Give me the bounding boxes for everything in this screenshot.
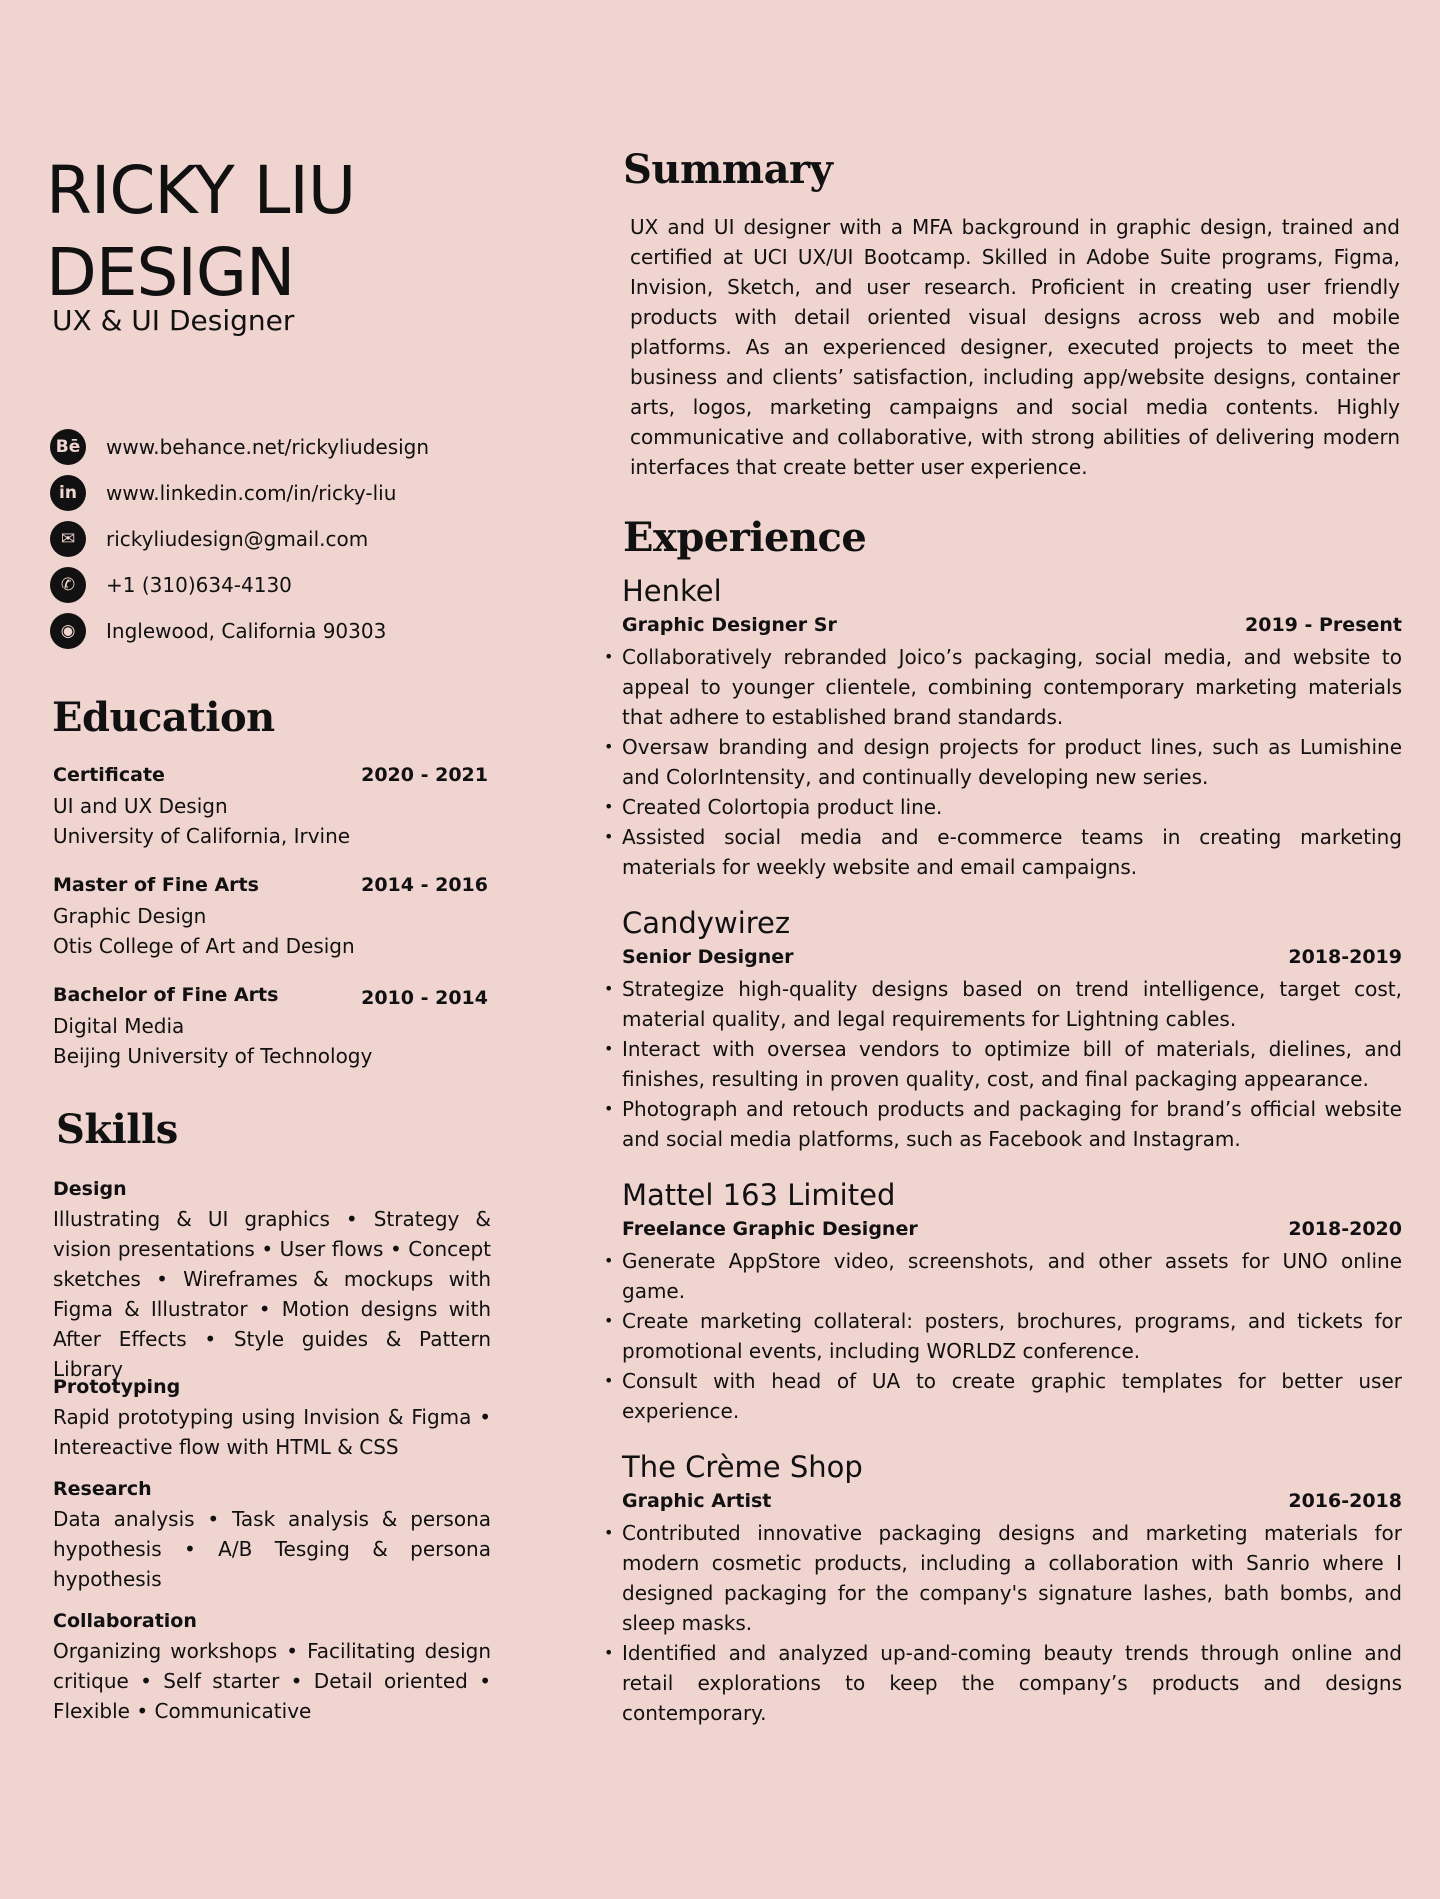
job-dates: 2018-2019 — [1288, 946, 1402, 968]
education-degree: Certificate — [53, 764, 165, 786]
education-dates: 2014 - 2016 — [361, 874, 488, 896]
list-item: • Created Colortopia product line. — [622, 792, 1402, 822]
skill-group-title: Research — [53, 1478, 152, 1500]
skill-group-text: Rapid prototyping using Invision & Figma • Intereactive flow with HTML & CSS — [53, 1405, 491, 1459]
list-item: • Assisted social media and e-commerce teams in creating marketing materials for weekly website and email campaigns. — [622, 822, 1402, 882]
contact-text[interactable]: www.behance.net/rickyliudesign — [106, 435, 430, 459]
job-company: Mattel 163 Limited — [622, 1178, 896, 1212]
job-bullets — [622, 974, 1402, 1154]
job-dates: 2019 - Present — [1245, 614, 1402, 636]
job-dates: 2016-2018 — [1288, 1490, 1402, 1512]
list-item: • Strategize high-quality designs based on trend intelligence, target cost, material quality, and legal requirements for Lightning cables. — [622, 974, 1402, 1034]
education-heading: Education — [52, 694, 275, 741]
list-item: • Interact with oversea vendors to optimize bill of materials, dielines, and finishes, resulting in proven quality, cost, and final packaging appearance. — [622, 1034, 1402, 1094]
contact-behance[interactable] — [50, 429, 429, 465]
behance-icon: Bē — [50, 429, 86, 465]
contact-text[interactable]: rickyliudesign@gmail.com — [106, 527, 369, 551]
skill-group-text: Data analysis • Task analysis & persona hypothesis • A/B Tesging & persona hypothesis — [53, 1507, 491, 1591]
contact-text[interactable]: www.linkedin.com/in/ricky-liu — [106, 481, 397, 505]
skills-heading: Skills — [56, 1106, 178, 1153]
job-bullets — [622, 1246, 1402, 1426]
experience-heading: Experience — [623, 514, 867, 561]
contact-location — [50, 613, 386, 649]
contact-phone[interactable] — [50, 567, 292, 603]
skill-group-title: Design — [53, 1178, 127, 1200]
education-degree: Bachelor of Fine Arts — [53, 984, 279, 1006]
list-item: • Contributed innovative packaging designs and marketing materials for modern cosmetic products, including a collaboration with Sanrio where I designed packaging for the company's signature lashes, bath bombs, and sleep masks. — [622, 1518, 1402, 1638]
job-company: Candywirez — [622, 906, 791, 940]
list-item: • Create marketing collateral: posters, brochures, programs, and tickets for promotional events, including WORLDZ conference. — [622, 1306, 1402, 1366]
skill-group-title: Prototyping — [53, 1376, 181, 1398]
job-dates: 2018-2020 — [1288, 1218, 1402, 1240]
list-item: • Collaboratively rebranded Joico’s packaging, social media, and website to appeal to younger clientele, combining contemporary marketing materials that adhere to established brand standards. — [622, 642, 1402, 732]
role-subtitle: UX & UI Designer — [52, 304, 295, 337]
skill-group-text: Organizing workshops • Facilitating design critique • Self starter • Detail oriented • Flexible • Communicative — [53, 1639, 491, 1723]
mail-icon: ✉ — [50, 521, 86, 557]
education-field: Digital Media — [53, 1014, 185, 1038]
skill-group-text: Illustrating & UI graphics • Strategy & vision presentations • User flows • Concept sketches • Wireframes & mockups with Figma & Illustrator • Motion designs with After Effects • Style guides & Pattern Library — [53, 1207, 491, 1381]
contact-email[interactable] — [50, 521, 368, 557]
education-field: Graphic Design — [53, 904, 207, 928]
education-field: UI and UX Design — [53, 794, 228, 818]
list-item: • Generate AppStore video, screenshots, and other assets for UNO online game. — [622, 1246, 1402, 1306]
job-bullets — [622, 1518, 1402, 1728]
contact-text: Inglewood, California 90303 — [106, 619, 387, 643]
skill-group-title: Collaboration — [53, 1610, 197, 1632]
list-item: • Consult with head of UA to create graphic templates for better user experience. — [622, 1366, 1402, 1426]
job-title: Graphic Designer Sr — [622, 614, 837, 636]
job-bullets — [622, 642, 1402, 882]
education-degree: Master of Fine Arts — [53, 874, 259, 896]
summary-text: UX and UI designer with a MFA background in graphic design, trained and certified at UCI UX/UI Bootcamp. Skilled in Adobe Suite programs, Figma, Invision, Sketch, and user research. Proficient in creating user friendly products with detail oriented visual designs across web and mobile platforms. As an experienced designer, executed projects to meet the business and clients’ satisfaction, including app/website designs, container arts, logos, marketing campaigns and social media contents. Highly communicative and collaborative, with strong abilities of delivering modern interfaces that create better user experience. — [630, 215, 1400, 479]
list-item: • Oversaw branding and design projects for product lines, such as Lumishine and ColorIntensity, and continually developing new series. — [622, 732, 1402, 792]
job-title: Freelance Graphic Designer — [622, 1218, 918, 1240]
education-school: Beijing University of Technology — [53, 1044, 373, 1068]
education-dates: 2010 - 2014 — [361, 987, 488, 1009]
location-pin-icon: ◉ — [50, 613, 86, 649]
job-title: Senior Designer — [622, 946, 794, 968]
education-school: University of California, Irvine — [53, 824, 351, 848]
education-school: Otis College of Art and Design — [53, 934, 355, 958]
list-item: • Photograph and retouch products and packaging for brand’s official website and social media platforms, such as Facebook and Instagram. — [622, 1094, 1402, 1154]
education-dates: 2020 - 2021 — [361, 764, 488, 786]
name-line-2: DESIGN — [46, 234, 295, 311]
job-company: The Crème Shop — [622, 1450, 863, 1484]
phone-icon: ✆ — [50, 567, 86, 603]
list-item: • Identified and analyzed up-and-coming beauty trends through online and retail explorations to keep the company’s products and designs contemporary. — [622, 1638, 1402, 1728]
job-title: Graphic Artist — [622, 1490, 772, 1512]
linkedin-icon: in — [50, 475, 86, 511]
contact-text[interactable]: +1 (310)634-4130 — [106, 573, 292, 597]
summary-heading: Summary — [623, 146, 833, 193]
contact-linkedin[interactable] — [50, 475, 396, 511]
name-heading — [46, 150, 355, 314]
name-line-1: RICKY LIU — [46, 152, 356, 229]
job-company: Henkel — [622, 574, 722, 608]
